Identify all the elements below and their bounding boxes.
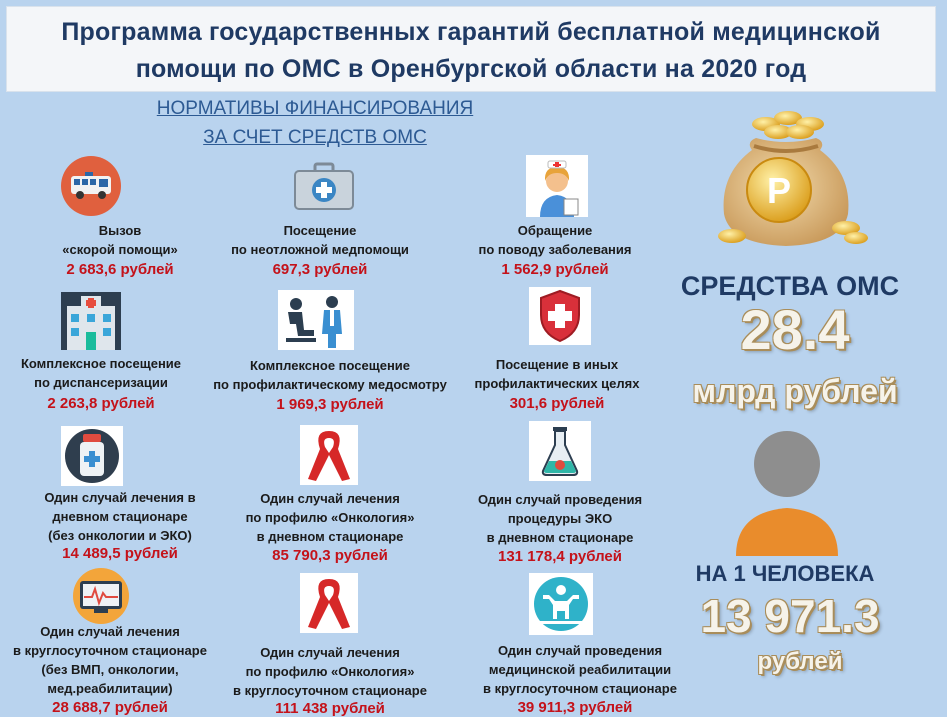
item-price: 1 969,3 рублей xyxy=(276,396,384,413)
page-title-line-2: помощи по ОМС в Оренбургской области на 2020 год xyxy=(135,55,807,83)
title-banner xyxy=(6,6,936,92)
hospital-building-icon xyxy=(61,292,121,355)
item-price: 131 178,4 рублей xyxy=(498,548,622,565)
coin-symbol: Р xyxy=(766,170,792,211)
funds-value: 28.4 xyxy=(740,298,850,361)
item-label: Один случай проведения медицинской реабилитации в круглосуточном стационаре xyxy=(483,643,677,696)
item-price: 697,3 рублей xyxy=(272,261,368,278)
item-price: 39 911,3 рублей xyxy=(517,699,633,716)
first-aid-kit-icon xyxy=(293,162,355,217)
funds-unit: млрд рублей xyxy=(692,373,898,409)
page-title-line-1: Программа государственных гарантий бесплатной медицинской xyxy=(61,18,881,46)
medicine-bottle-icon xyxy=(61,426,123,491)
nurse-icon xyxy=(526,155,588,222)
rehabilitation-icon xyxy=(529,573,593,640)
item-label: Вызов «скорой помощи» xyxy=(62,223,178,257)
doctor-consultation-icon xyxy=(278,290,354,355)
item-label: Комплексное посещение по профилактическому медосмотру xyxy=(213,358,447,392)
person-icon xyxy=(734,424,840,561)
item-price: 301,6 рублей xyxy=(509,395,605,412)
item-price: 85 790,3 рублей xyxy=(272,547,388,564)
item-label: Комплексное посещение по диспансеризации xyxy=(20,356,182,390)
ambulance-icon xyxy=(61,156,121,221)
item-label: Посещение по неотложной медпомощи xyxy=(231,223,409,257)
item-price: 28 688,7 рублей xyxy=(52,699,168,716)
flask-icon xyxy=(529,421,591,486)
per-person-label: НА 1 ЧЕЛОВЕКА xyxy=(695,561,875,586)
item-label: Посещение в иных профилактических целях xyxy=(474,357,640,391)
item-price: 1 562,9 рублей xyxy=(501,261,609,278)
awareness-ribbon-icon xyxy=(300,425,358,490)
item-label: Обращение по поводу заболевания xyxy=(478,223,632,257)
per-person-unit: рублей xyxy=(757,648,843,675)
money-bag-icon xyxy=(706,104,871,257)
funds-label: СРЕДСТВА ОМС xyxy=(680,271,900,301)
section-heading-line-2: ЗА СЧЕТ СРЕДСТВ ОМС xyxy=(203,127,427,148)
item-label: Один случай лечения по профилю «Онкология» в круглосуточном стационаре xyxy=(233,645,427,698)
medical-shield-icon xyxy=(529,287,591,350)
per-person-value: 13 971.3 xyxy=(700,590,880,642)
item-price: 2 683,6 рублей xyxy=(66,261,174,278)
section-heading-line-1: НОРМАТИВЫ ФИНАНСИРОВАНИЯ xyxy=(156,98,474,119)
item-label: Один случай лечения в круглосуточном стационаре (без ВМП, онкологии, мед.реабилитации) xyxy=(13,624,207,696)
item-label: Один случай лечения в дневном стационаре (без онкологии и ЭКО) xyxy=(44,490,196,543)
item-label: Один случай лечения по профилю «Онкология» в дневном стационаре xyxy=(245,491,415,544)
item-price: 2 263,8 рублей xyxy=(47,395,155,412)
awareness-ribbon-icon xyxy=(300,573,358,638)
item-price: 14 489,5 рублей xyxy=(62,545,178,562)
item-label: Один случай проведения процедуры ЭКО в дневном стационаре xyxy=(477,492,643,545)
item-price: 111 438 рублей xyxy=(275,700,385,717)
heart-monitor-icon xyxy=(70,567,132,630)
